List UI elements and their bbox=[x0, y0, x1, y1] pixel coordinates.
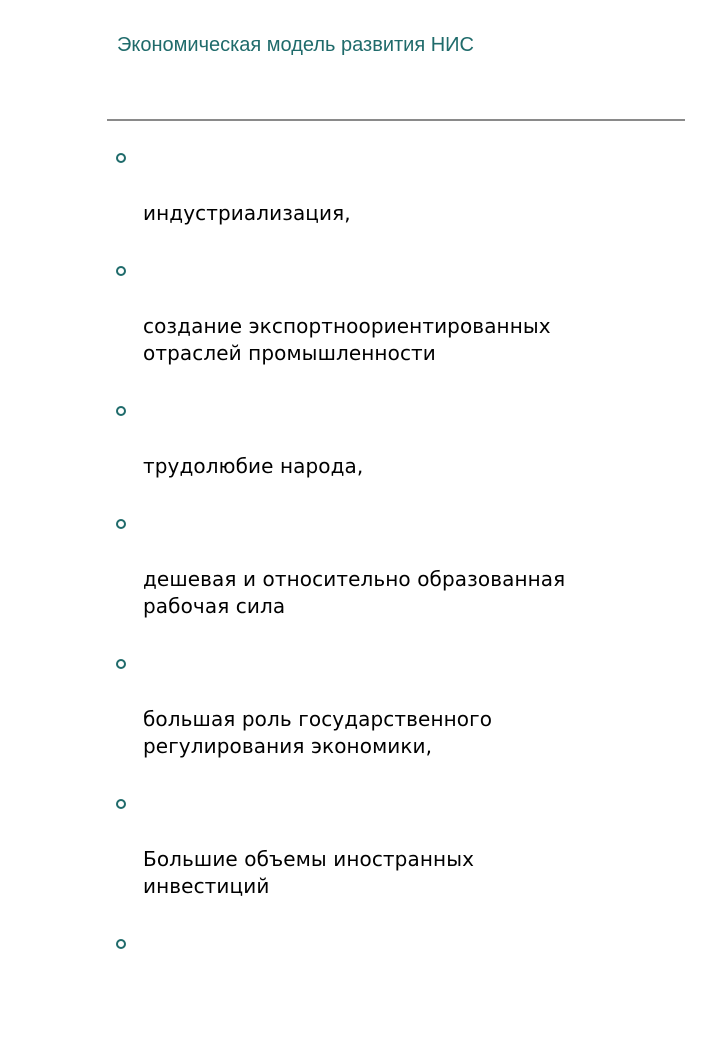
bullet-item bbox=[113, 259, 673, 394]
bullet-circle-icon bbox=[116, 406, 126, 416]
bullet-item bbox=[113, 146, 673, 254]
bullet-text bbox=[143, 986, 673, 1013]
bullet-list bbox=[113, 146, 673, 1045]
bullet-circle-icon bbox=[116, 519, 126, 529]
bullet-text: дешевая и относительно образованная рабочая сила bbox=[143, 567, 566, 618]
bullet-text: большая роль государственного регулирования экономики, bbox=[143, 707, 493, 758]
bullet-text: трудолюбие народа, bbox=[143, 454, 364, 478]
bullet-circle-icon bbox=[116, 153, 126, 163]
bullet-item bbox=[113, 399, 673, 507]
bullet-item-empty bbox=[113, 932, 673, 1040]
title-divider bbox=[107, 119, 685, 121]
bullet-item bbox=[113, 652, 673, 787]
bullet-circle-icon bbox=[116, 266, 126, 276]
bullet-text: Большие объемы иностранных инвестиций bbox=[143, 847, 475, 898]
bullet-circle-icon bbox=[116, 659, 126, 669]
bullet-item bbox=[113, 792, 673, 927]
bullet-text: создание экспортноориентированных отраслей промышленности bbox=[143, 314, 551, 365]
slide-title: Экономическая модель развития НИС bbox=[117, 34, 474, 56]
bullet-text: индустриализация, bbox=[143, 201, 351, 225]
bullet-item bbox=[113, 512, 673, 647]
bullet-circle-icon bbox=[116, 939, 126, 949]
bullet-circle-icon bbox=[116, 799, 126, 809]
